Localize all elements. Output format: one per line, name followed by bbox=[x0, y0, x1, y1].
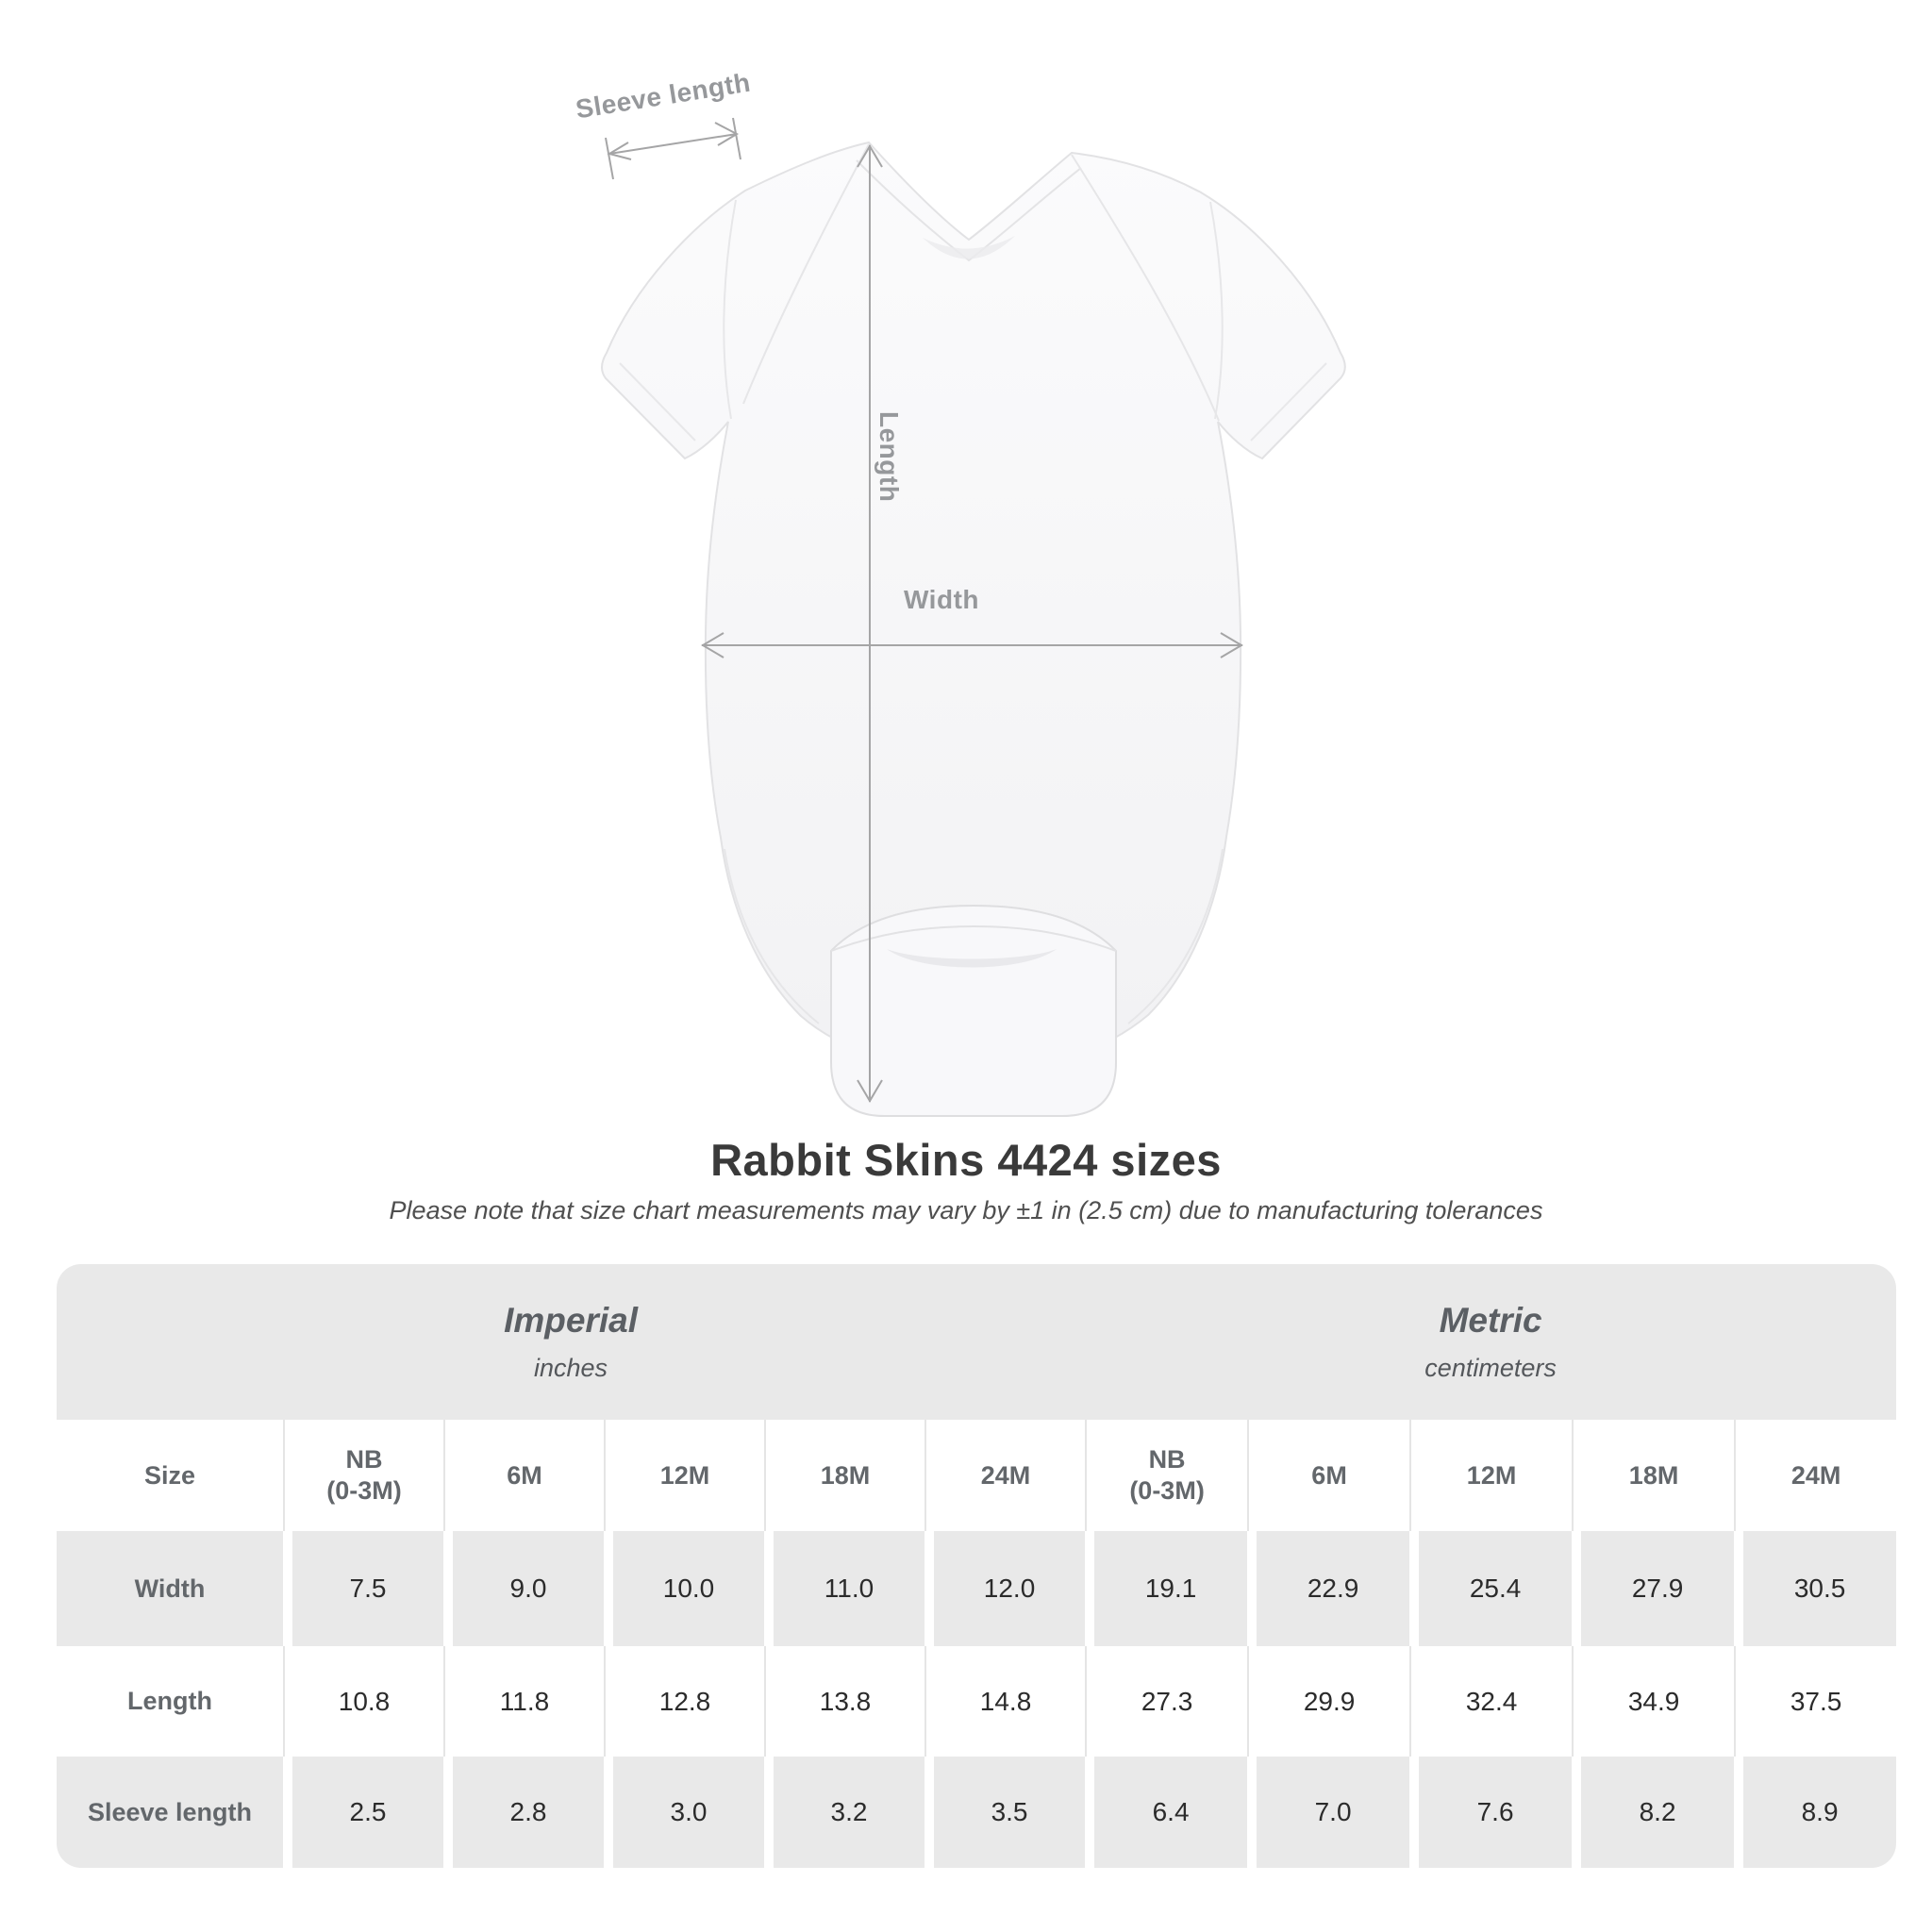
cell-value: 30.5 bbox=[1734, 1531, 1896, 1646]
cell-value: 12.0 bbox=[924, 1531, 1085, 1646]
unit-band-row bbox=[57, 1264, 1896, 1420]
col-header-metric-6m bbox=[1247, 1420, 1409, 1531]
cell-value: 10.8 bbox=[283, 1646, 443, 1757]
col-header-metric-nb bbox=[1085, 1420, 1247, 1531]
cell-value: 3.0 bbox=[604, 1757, 764, 1868]
cell-value: 19.1 bbox=[1085, 1531, 1247, 1646]
header-line: (0-3M) bbox=[326, 1476, 402, 1505]
header-line: NB bbox=[1148, 1445, 1186, 1474]
cell-value: 2.8 bbox=[443, 1757, 604, 1868]
sleeve-length-annotation-label: Sleeve length bbox=[574, 67, 753, 125]
cell-value: 11.0 bbox=[764, 1531, 924, 1646]
tolerance-note: Please note that size chart measurements may vary by ±1 in (2.5 cm) due to manufacturing tolerances bbox=[389, 1196, 1543, 1224]
cell-value: 10.0 bbox=[604, 1531, 764, 1646]
cell-value: 6.4 bbox=[1085, 1757, 1247, 1868]
size-chart-table bbox=[57, 1264, 1896, 1868]
cell-value: 29.9 bbox=[1247, 1646, 1409, 1757]
cell-value: 3.5 bbox=[924, 1757, 1085, 1868]
header-line: 12M bbox=[659, 1460, 710, 1490]
imperial-band-unit: inches bbox=[534, 1354, 608, 1382]
imperial-band bbox=[57, 1264, 1085, 1420]
row-label-length: Length bbox=[57, 1646, 283, 1757]
header-line: (0-3M) bbox=[1129, 1476, 1205, 1505]
header-line: 24M bbox=[1790, 1460, 1841, 1490]
header-line: 6M bbox=[1311, 1460, 1347, 1490]
col-header-imperial-6m bbox=[443, 1420, 604, 1531]
cell-value: 32.4 bbox=[1409, 1646, 1572, 1757]
header-line: 18M bbox=[1628, 1460, 1679, 1490]
cell-value: 7.6 bbox=[1409, 1757, 1572, 1868]
cell-value: 37.5 bbox=[1734, 1646, 1896, 1757]
col-header-imperial-nb bbox=[283, 1420, 443, 1531]
cell-value: 2.5 bbox=[283, 1757, 443, 1868]
cell-value: 8.2 bbox=[1572, 1757, 1734, 1868]
cell-value: 8.9 bbox=[1734, 1757, 1896, 1868]
cell-value: 14.8 bbox=[924, 1646, 1085, 1757]
sleeve-extension-tick-left bbox=[606, 138, 613, 179]
col-header-imperial-12m bbox=[604, 1420, 764, 1531]
sleeve-length-arrow bbox=[609, 134, 737, 154]
cell-value: 34.9 bbox=[1572, 1646, 1734, 1757]
col-header-imperial-24m bbox=[924, 1420, 1085, 1531]
col-header-metric-18m bbox=[1572, 1420, 1734, 1531]
table-row-length bbox=[57, 1646, 1896, 1757]
size-table-container bbox=[57, 1264, 1896, 1868]
cell-value: 3.2 bbox=[764, 1757, 924, 1868]
metric-band-unit: centimeters bbox=[1424, 1354, 1557, 1382]
cell-value: 7.5 bbox=[283, 1531, 443, 1646]
row-label-width: Width bbox=[57, 1531, 283, 1646]
cell-value: 9.0 bbox=[443, 1531, 604, 1646]
length-annotation-label: Length bbox=[874, 411, 904, 503]
cell-value: 25.4 bbox=[1409, 1531, 1572, 1646]
cell-value: 27.3 bbox=[1085, 1646, 1247, 1757]
cell-value: 22.9 bbox=[1247, 1531, 1409, 1646]
size-header-row bbox=[57, 1420, 1896, 1531]
header-line: 12M bbox=[1466, 1460, 1517, 1490]
size-corner-header: Size bbox=[57, 1420, 283, 1531]
cell-value: 12.8 bbox=[604, 1646, 764, 1757]
col-header-metric-12m bbox=[1409, 1420, 1572, 1531]
width-annotation-label: Width bbox=[904, 585, 979, 614]
table-row-width bbox=[57, 1531, 1896, 1646]
header-line: 24M bbox=[980, 1460, 1031, 1490]
row-label-sleeve-length: Sleeve length bbox=[57, 1757, 283, 1868]
cell-value: 13.8 bbox=[764, 1646, 924, 1757]
cell-value: 7.0 bbox=[1247, 1757, 1409, 1868]
imperial-band-title: Imperial bbox=[504, 1301, 638, 1340]
header-line: NB bbox=[345, 1445, 383, 1474]
sleeve-extension-tick-right bbox=[733, 118, 741, 159]
metric-band-title: Metric bbox=[1439, 1301, 1542, 1340]
col-header-metric-24m bbox=[1734, 1420, 1896, 1531]
page-title: Rabbit Skins 4424 sizes bbox=[710, 1135, 1222, 1185]
col-header-imperial-18m bbox=[764, 1420, 924, 1531]
table-row-sleeve-length bbox=[57, 1757, 1896, 1868]
header-line: 18M bbox=[820, 1460, 871, 1490]
header-line: 6M bbox=[507, 1460, 542, 1490]
cell-value: 11.8 bbox=[443, 1646, 604, 1757]
metric-band bbox=[1085, 1264, 1896, 1420]
cell-value: 27.9 bbox=[1572, 1531, 1734, 1646]
